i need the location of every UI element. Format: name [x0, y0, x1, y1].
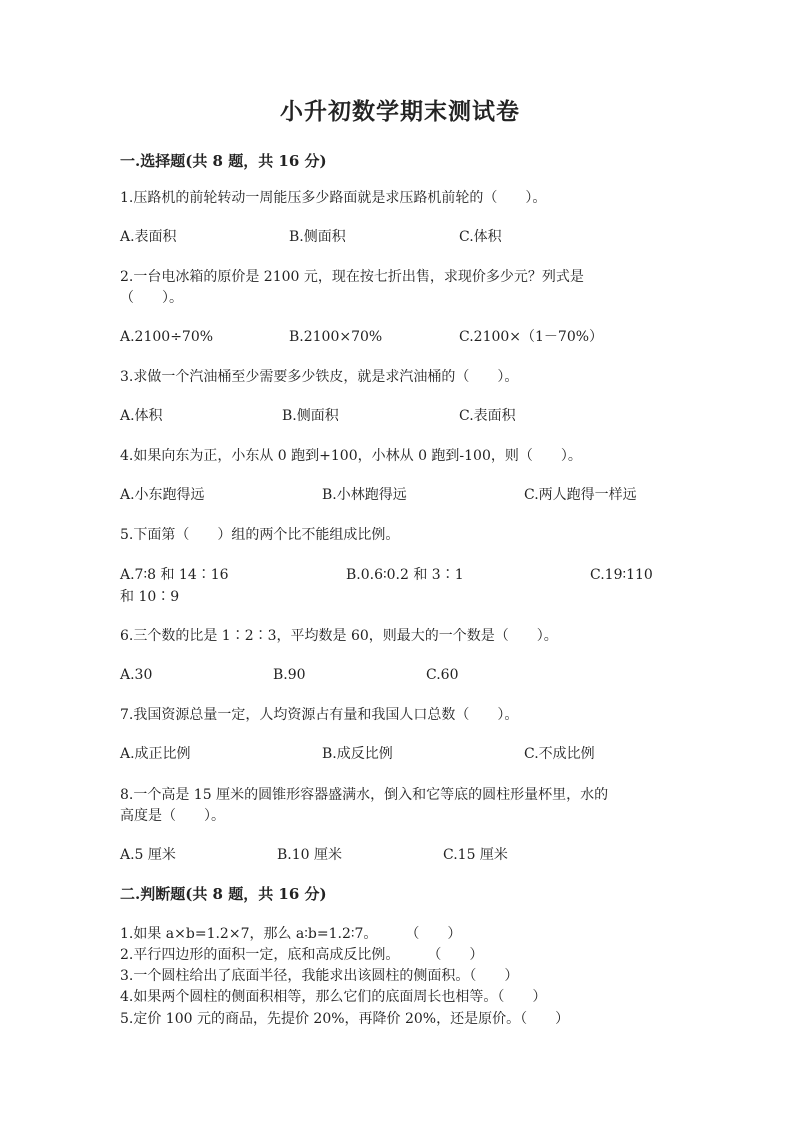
q2-option-a: A.2100÷70% [120, 329, 214, 345]
page-title: 小升初数学期末测试卷 [280, 98, 520, 125]
question-6: 6.三个数的比是 1∶2∶3，平均数是 60，则最大的一个数是（ ）。 [120, 628, 558, 644]
q1-option-b: B.侧面积 [289, 229, 346, 245]
q3-option-a: A.体积 [120, 408, 163, 424]
question-2: 2.一台电冰箱的原价是 2100 元，现在按七折出售，求现价多少元？列式是 [120, 269, 584, 285]
q5-option-b: B.0.6∶0.2 和 3∶1 [346, 567, 464, 583]
question-7: 7.我国资源总量一定，人均资源占有量和我国人口总数（ ）。 [120, 707, 519, 723]
q3-option-b: B.侧面积 [282, 408, 339, 424]
section-heading-choice: 一.选择题(共 8 题，共 16 分) [120, 152, 327, 170]
q8-option-c: C.15 厘米 [443, 847, 508, 863]
judgement-item-3: 3.一个圆柱给出了底面半径，我能求出该圆柱的侧面积。（ ） [120, 968, 519, 984]
q4-option-c: C.两人跑得一样远 [524, 487, 637, 503]
question-3: 3.求做一个汽油桶至少需要多少铁皮，就是求汽油桶的（ ）。 [120, 369, 519, 385]
q3-option-c: C.表面积 [459, 408, 516, 424]
q4-option-a: A.小东跑得远 [120, 487, 205, 503]
question-2-line-2: （ ）。 [120, 290, 183, 306]
q1-option-a: A.表面积 [120, 229, 177, 245]
judgement-item-1: 1.如果 a×b=1.2×7，那么 a∶b=1.2∶7。 （ ） [120, 926, 462, 942]
q6-option-c: C.60 [426, 667, 459, 683]
q2-option-b: B.2100×70% [289, 329, 383, 345]
q7-option-c: C.不成比例 [524, 746, 595, 762]
q8-option-b: B.10 厘米 [277, 847, 343, 863]
q8-option-a: A.5 厘米 [120, 847, 176, 863]
q5-option-a: A.7∶8 和 14∶16 [120, 567, 229, 583]
q1-option-c: C.体积 [459, 229, 502, 245]
question-4: 4.如果向东为正，小东从 0 跑到+100，小林从 0 跑到-100，则（ ）。 [120, 448, 582, 464]
q7-option-a: A.成正比例 [120, 746, 191, 762]
q2-option-c: C.2100×（1－70%） [459, 329, 604, 345]
question-5: 5.下面第（ ）组的两个比不能组成比例。 [120, 527, 400, 543]
judgement-item-4: 4.如果两个圆柱的侧面积相等，那么它们的底面周长也相等。（ ） [120, 989, 547, 1005]
section-heading-judgement: 二.判断题(共 8 题，共 16 分) [120, 885, 327, 903]
q6-option-b: B.90 [273, 667, 306, 683]
q7-option-b: B.成反比例 [322, 746, 393, 762]
judgement-item-2: 2.平行四边形的面积一定，底和高成反比例。 （ ） [120, 947, 484, 963]
question-8: 8.一个高是 15 厘米的圆锥形容器盛满水，倒入和它等底的圆柱形量杯里，水的 [120, 787, 609, 803]
question-8-line-2: 高度是（ ）。 [120, 808, 225, 824]
q5-option-c: C.19∶110 [590, 567, 653, 583]
judgement-item-5: 5.定价 100 元的商品，先提价 20%，再降价 20%，还是原价。（ ） [120, 1011, 570, 1027]
q4-option-b: B.小林跑得远 [322, 487, 407, 503]
question-1: 1.压路机的前轮转动一周能压多少路面就是求压路机前轮的（ ）。 [120, 190, 547, 206]
q5-option-c-continued: 和 10∶9 [120, 589, 180, 605]
q6-option-a: A.30 [120, 667, 153, 683]
